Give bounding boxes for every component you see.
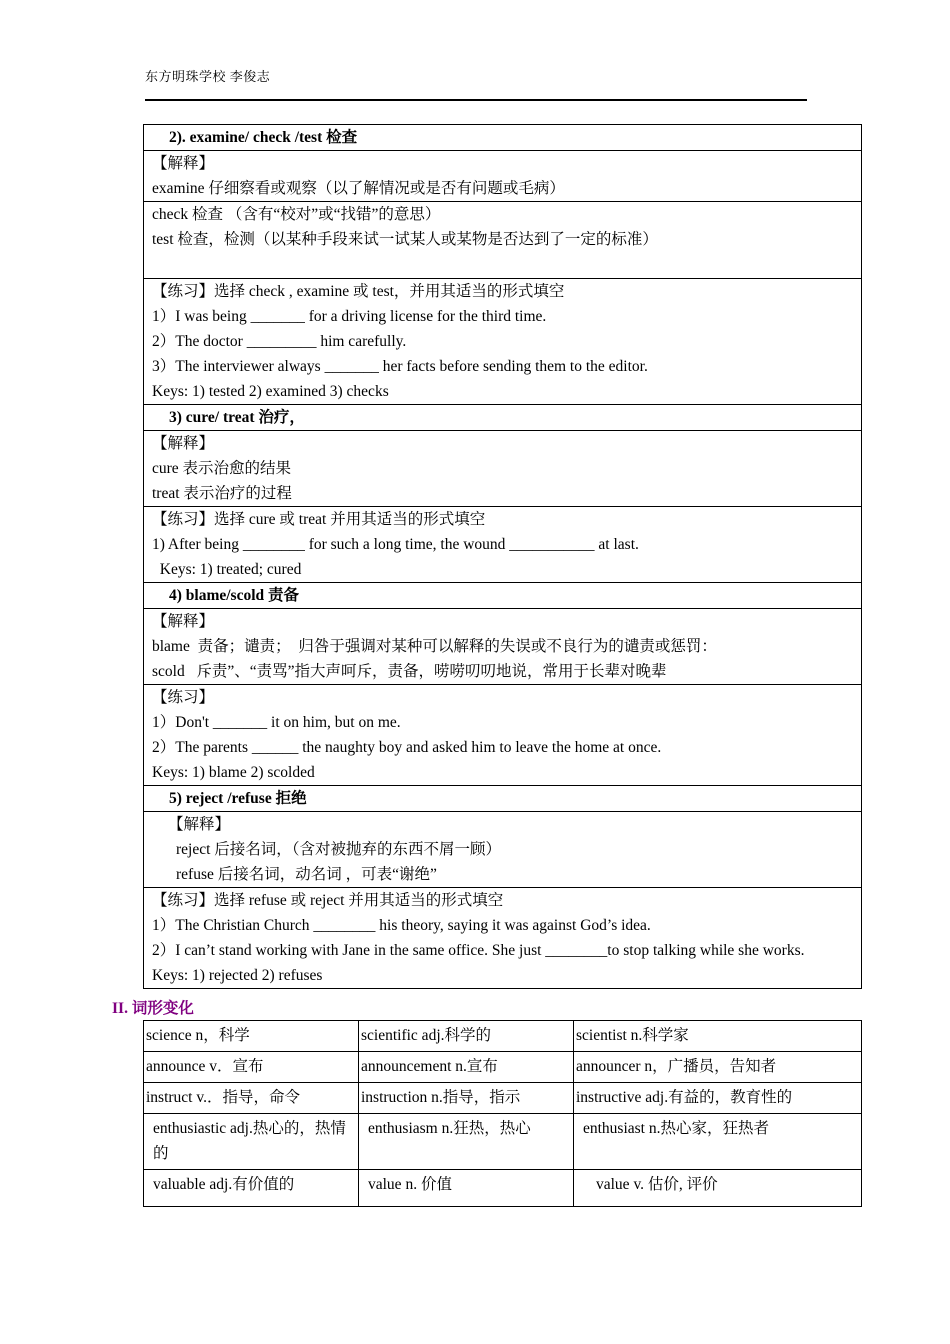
table-cell: announce v．宣布 [144, 1052, 359, 1083]
table-cell: valuable adj.有价值的 [144, 1170, 359, 1207]
table-row [144, 1170, 862, 1207]
table-cell: enthusiast n.热心家，狂热者 [574, 1114, 862, 1170]
section-practice-examine [144, 279, 861, 405]
section-explain-examine [144, 151, 861, 202]
table-cell: enthusiastic adj.热心的，热情的 [144, 1114, 359, 1170]
practice-question: 2）I can’t stand working with Jane in the same office. She just ________to stop talking while she works. [152, 942, 805, 959]
explain-text: scold 斥责”、“责骂”指大声呵斥，责备，唠唠叨叨地说，常用于长辈对晚辈 [152, 663, 667, 680]
practice-question: 1）Don't _______ it on him, but on me. [152, 714, 401, 731]
explain-label: 【解释】 [152, 435, 215, 452]
section-title-examine-check-test: 2). examine/ check /test 检查 [144, 125, 861, 151]
explain-text: test 检查，检测（以某种手段来试一试某人或某物是否达到了一定的标准） [152, 231, 658, 248]
section-title-blame-scold: 4) blame/scold 责备 [144, 583, 861, 609]
table-cell: scientist n.科学家 [574, 1021, 862, 1052]
table-cell: enthusiasm n.狂热，热心 [359, 1114, 574, 1170]
practice-question: 2）The parents ______ the naughty boy and asked him to leave the home at once. [152, 739, 662, 756]
table-cell: science n，科学 [144, 1021, 359, 1052]
explain-label: 【解释】 [168, 816, 231, 833]
table-row [144, 1114, 862, 1170]
explain-label: 【解释】 [152, 613, 215, 630]
explain-text: reject 后接名词，（含对被抛弃的东西不屑一顾） [176, 841, 502, 858]
table-cell: instructive adj.有益的，教育性的 [574, 1083, 862, 1114]
practice-label: 【练习】选择 cure 或 treat 并用其适当的形式填空 [152, 511, 486, 528]
explain-text: treat 表示治疗的过程 [152, 485, 292, 502]
practice-label: 【练习】 [152, 689, 215, 706]
section-practice-reject [144, 888, 861, 988]
practice-keys: Keys: 1) tested 2) examined 3) checks [152, 383, 389, 400]
practice-question: 1) After being ________ for such a long time, the wound ___________ at last. [152, 536, 639, 553]
explain-label: 【解释】 [152, 155, 215, 172]
section-explain-reject [144, 812, 861, 888]
table-cell: value n. 价值 [359, 1170, 574, 1207]
explain-text: examine 仔细察看或观察（以了解情况或是否有问题或毛病） [152, 180, 565, 197]
page-header: 东方明珠学校 李俊志 [145, 69, 271, 84]
section-title-cure-treat: 3) cure/ treat 治疗， [144, 405, 861, 431]
table-cell: scientific adj.科学的 [359, 1021, 574, 1052]
explain-text: cure 表示治愈的结果 [152, 460, 292, 477]
practice-question: 1）The Christian Church ________ his theory, saying it was against God’s idea. [152, 917, 651, 934]
word-forms-table [143, 1020, 862, 1207]
explain-text: blame 责备；谴责； 归咎于强调对某种可以解释的失误或不良行为的谴责或惩罚： [152, 638, 717, 655]
section-title-reject-refuse: 5) reject /refuse 拒绝 [144, 786, 861, 812]
table-cell: instruction n.指导，指示 [359, 1083, 574, 1114]
table-row [144, 1083, 862, 1114]
practice-question: 3）The interviewer always _______ her facts before sending them to the editor. [152, 358, 648, 375]
table-row [144, 1021, 862, 1052]
table-cell: instruct v.．指导，命令 [144, 1083, 359, 1114]
section-explain-cure [144, 431, 861, 507]
section-practice-blame [144, 685, 861, 786]
section-practice-cure [144, 507, 861, 583]
section-explain-check-test [144, 202, 861, 279]
section-explain-blame [144, 609, 861, 685]
explain-text: refuse 后接名词，动名词 ，可表“谢绝” [176, 866, 437, 883]
vocabulary-notes-table [143, 124, 862, 989]
practice-label: 【练习】选择 check , examine 或 test，并用其适当的形式填空 [152, 283, 565, 300]
practice-question: 2）The doctor _________ him carefully. [152, 333, 407, 350]
table-cell: announcer n，广播员，告知者 [574, 1052, 862, 1083]
practice-keys: Keys: 1) treated; cured [152, 561, 302, 578]
table-cell: value v. 估价, 评价 [574, 1170, 862, 1207]
practice-question: 1）I was being _______ for a driving license for the third time. [152, 308, 547, 325]
word-forms-heading: II. 词形变化 [112, 1000, 194, 1017]
practice-keys: Keys: 1) blame 2) scolded [152, 764, 315, 781]
practice-label: 【练习】选择 refuse 或 reject 并用其适当的形式填空 [152, 892, 504, 909]
header-divider [145, 99, 807, 101]
explain-text: check 检查 （含有“校对”或“找错”的意思） [152, 206, 441, 223]
table-cell: announcement n.宣布 [359, 1052, 574, 1083]
practice-keys: Keys: 1) rejected 2) refuses [152, 967, 323, 984]
table-row [144, 1052, 862, 1083]
